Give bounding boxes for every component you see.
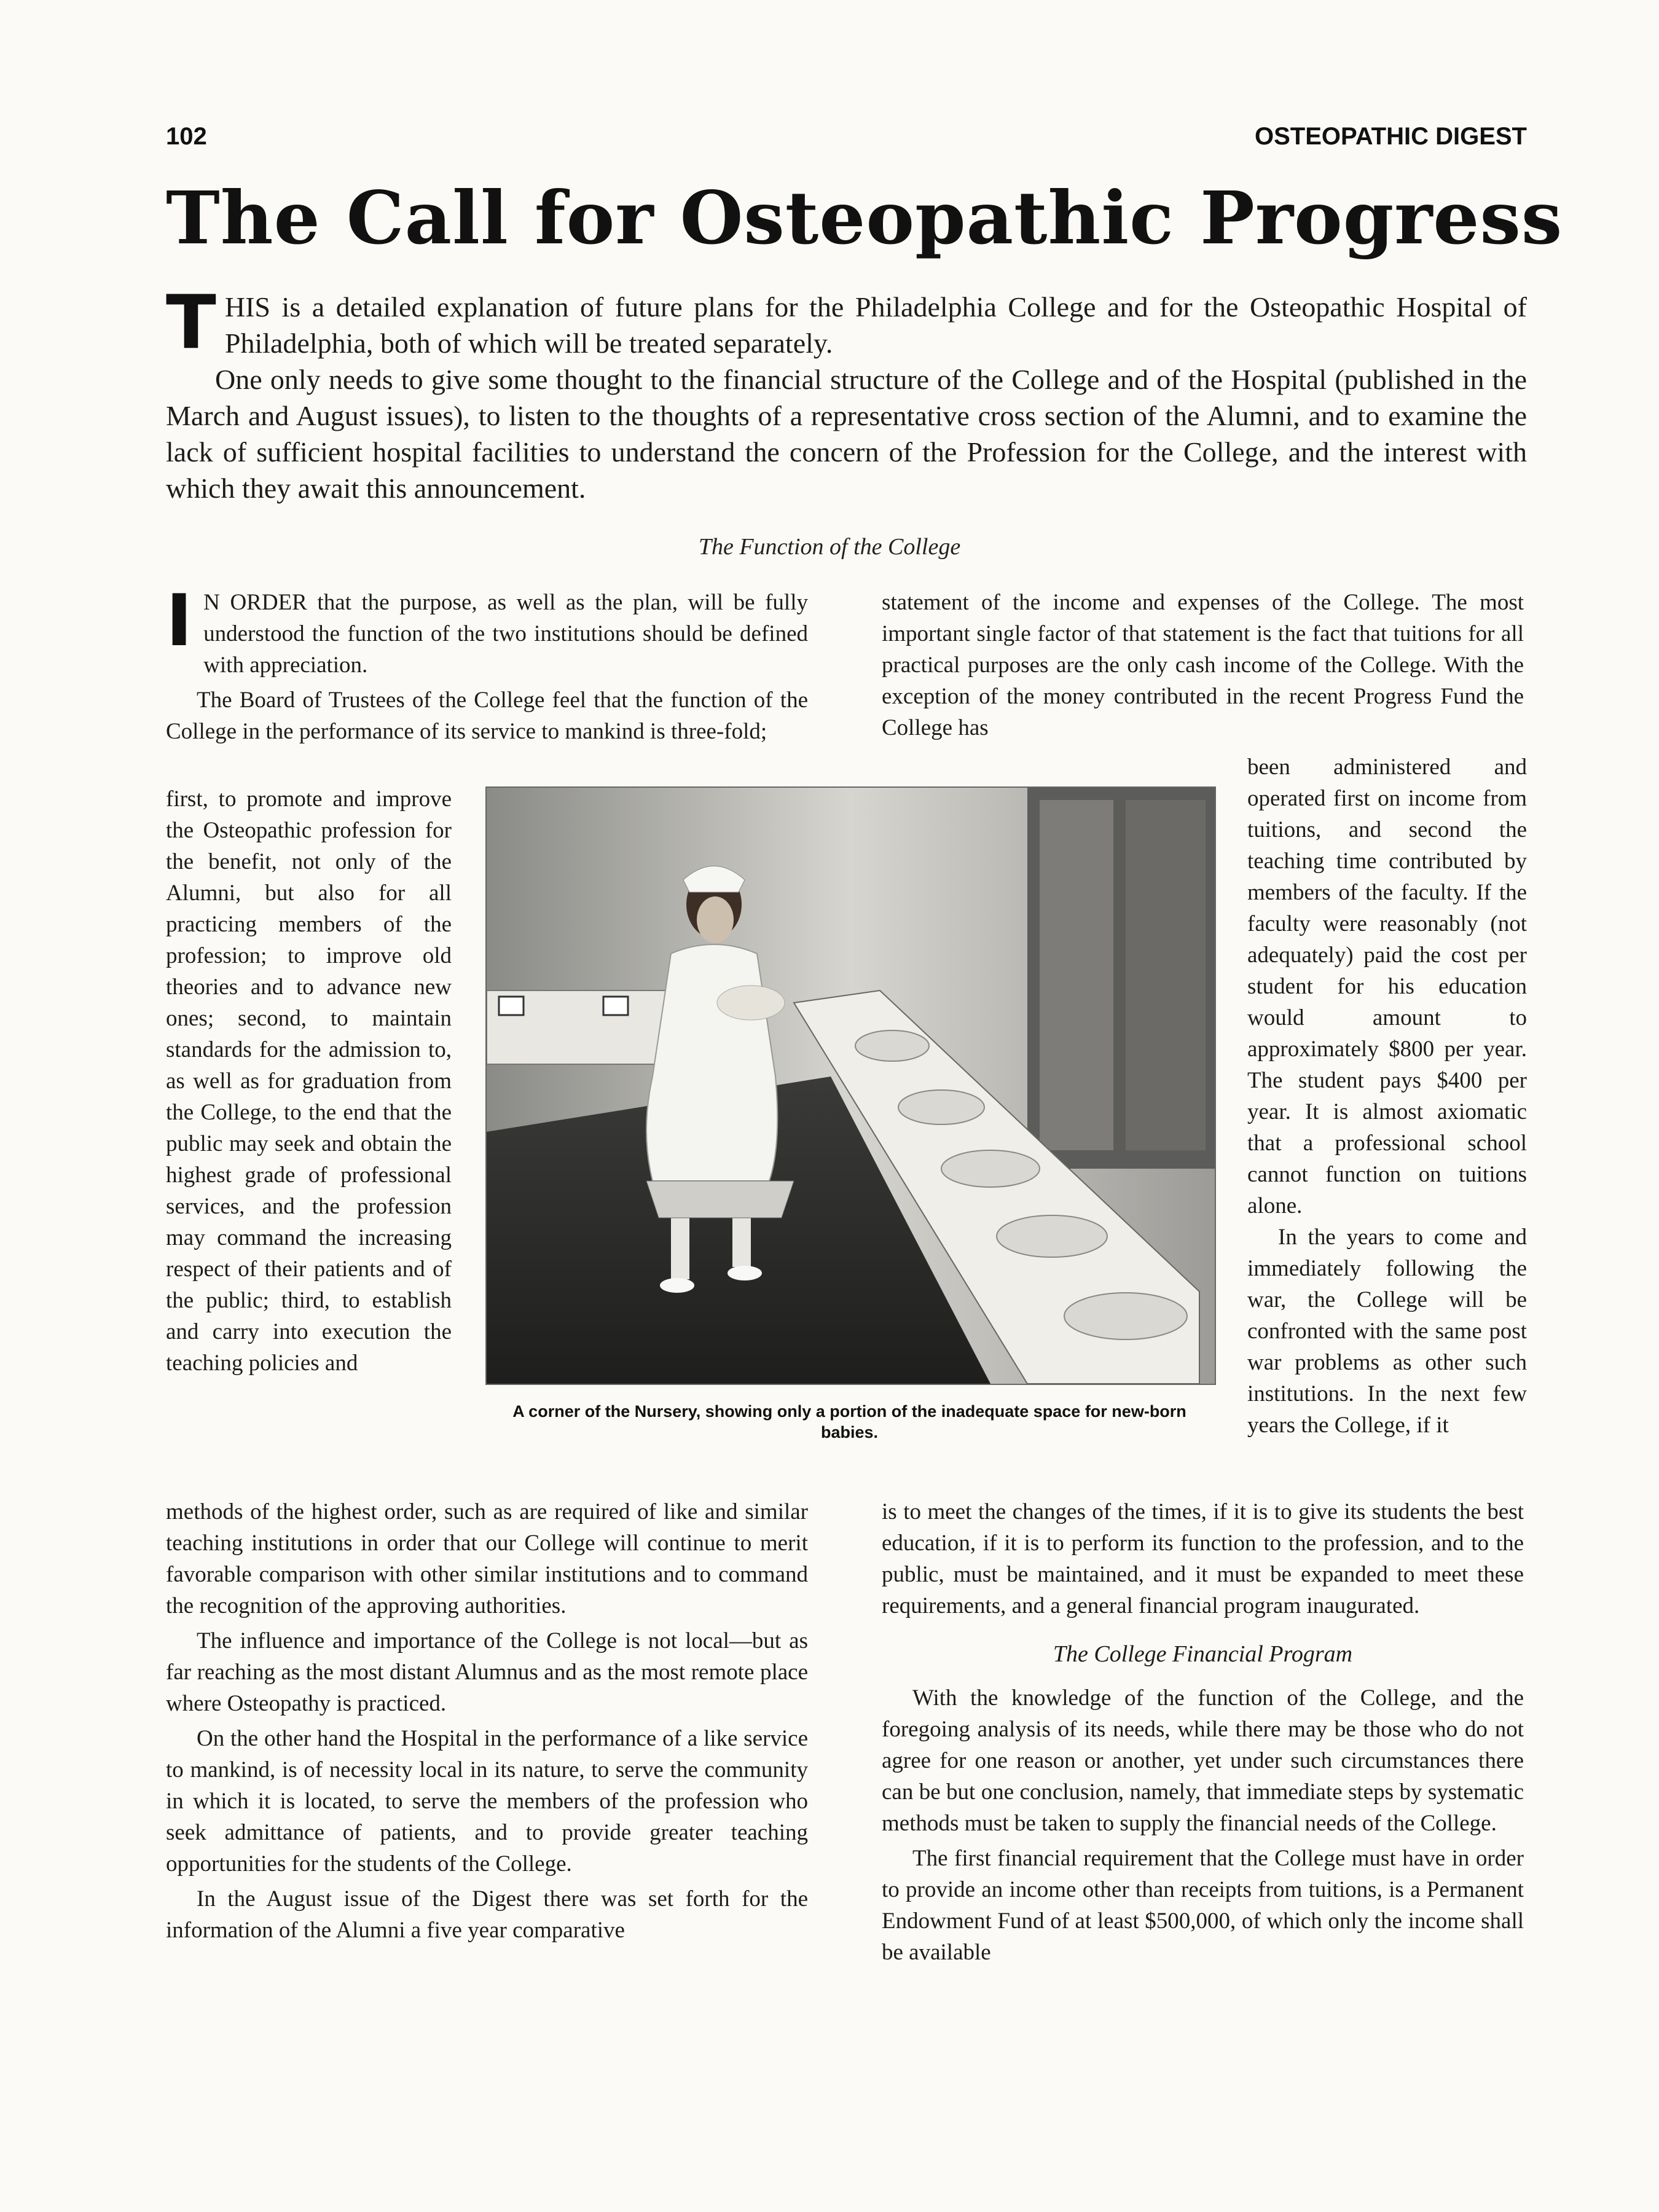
left-paragraph-4: On the other hand the Hospital in the performance of a like service to mankind, is of necessity local in its nature, to serve the community in which it is located, to serve the members of the profession who seek admittance of patients, and to provide greater teaching opportunities for the students of the College.	[166, 1726, 808, 1877]
page-number: 102	[166, 123, 207, 150]
left-paragraph-2-wrap: first, to promote and improve the Osteopathic profession for the benefit, not only of the Alumni, but also for all practicing members of the profession; to improve old theories and to advance new ones; second, to maintain standards for the admission to, as well as for graduation from the College, to the end that the public may seek and obtain the highest grade of professional services, and the profession may command the increasing respect of their patients and of the public; third, to establish and carry into execution the teaching policies and	[166, 786, 452, 1376]
article-title: The Call for Osteopathic Progress	[166, 175, 1563, 261]
right-column-top	[882, 587, 1524, 747]
left-column-bottom	[166, 1496, 808, 1950]
intro-paragraph-2: One only needs to give some thought to the financial structure of the College and of the Hospital (published in the March and August issues), to listen to the thoughts of a representative cross section of the Alumni, and to examine the lack of sufficient hospital facilities to understand the concern of the Profession for the College, and the interest with which they await this announcement.	[166, 364, 1527, 504]
right-paragraph-4: The first financial requirement that the College must have in order to provide an income other than receipts from tuitions, is a Permanent Endowment Fund of at least $500,000, of which only the income shall be available	[882, 1846, 1524, 1965]
left-paragraph-2-top: The Board of Trustees of the College feel that the function of the College in the performance of its service to mankind is three-fold;	[166, 688, 808, 744]
photo-caption: A corner of the Nursery, showing only a portion of the inadequate space for new-born babies.	[512, 1402, 1186, 1441]
right-paragraph-1-top: statement of the income and expenses of the College. The most important single factor of that statement is the fact that tuitions for all practical purposes are the only cash income of the College. With the exception of the money contributed in the recent Progress Fund the College has	[882, 590, 1524, 740]
right-paragraph-1-wrap: been administered and operated first on income from tuitions, and second the teaching time contributed by members of the faculty. If the faculty were reasonably (not adequately) paid the cost per student for his education would amount to approximately $800 per year. The student pays $400 per year. It is almost axiomatic that a professional school cannot function on tuitions alone.	[1247, 755, 1527, 1218]
left-paragraph-5: In the August issue of the Digest there was set forth for the information of the Alumni a five year comparative	[166, 1886, 808, 1943]
page-header	[166, 123, 1527, 151]
nursery-photo	[485, 786, 1216, 1385]
nursery-photo-drawing	[487, 788, 1215, 1384]
right-paragraph-3: With the knowledge of the function of the College, and the foregoing analysis of its needs, while there may be those who do not agree for one reason or another, yet under such circumstances there can be but one conclusion, namely, that immediate steps by systematic methods must be taken to supply the financial needs of the College.	[882, 1685, 1524, 1836]
left-column-wrap	[166, 783, 452, 1379]
section-heading-function: The Function of the College	[698, 534, 961, 560]
left-column-top	[166, 579, 808, 751]
left-paragraph-2-rest: methods of the highest order, such as are required of like and similar teaching institutions in order that our College will continue to merit favorable comparison with other similar institutions and to command the recognition of the approving authorities.	[166, 1499, 808, 1618]
right-column-wrap	[1247, 751, 1527, 1441]
section-heading-financial: The College Financial Program	[1053, 1641, 1353, 1667]
publication-name: OSTEOPATHIC DIGEST	[1255, 123, 1527, 150]
left-paragraph-1: I N ORDER that the purpose, as well as the plan, will be fully understood the function of the two institutions should be defined with appreciation.	[166, 579, 808, 678]
right-paragraph-2-wrap: In the years to come and immediately following the war, the College will be confronted with the same post war problems as other such institutions. In the next few years the College, if it	[1247, 1225, 1527, 1438]
dropcap-t: T	[166, 280, 216, 366]
right-column-bottom	[882, 1496, 1524, 1972]
dropcap-i: I	[166, 579, 193, 662]
intro-block	[166, 280, 1527, 506]
left-paragraph-3: The influence and importance of the College is not local—but as far reaching as the most distant Alumnus and as the most remote place where Osteopathy is practiced.	[166, 1628, 808, 1716]
intro-paragraph-1: THIS is a detailed explanation of future plans for the Philadelphia College and for the Osteopathic Hospital of Philadelphia, both of which will be treated separately.	[166, 280, 1527, 366]
right-paragraph-2-rest: is to meet the changes of the times, if it is to give its students the best education, if it is to perform its function to the profession, and to the public, must be maintained, and it must be expanded to meet these requirements, and a general financial program inaugurated.	[882, 1499, 1524, 1618]
